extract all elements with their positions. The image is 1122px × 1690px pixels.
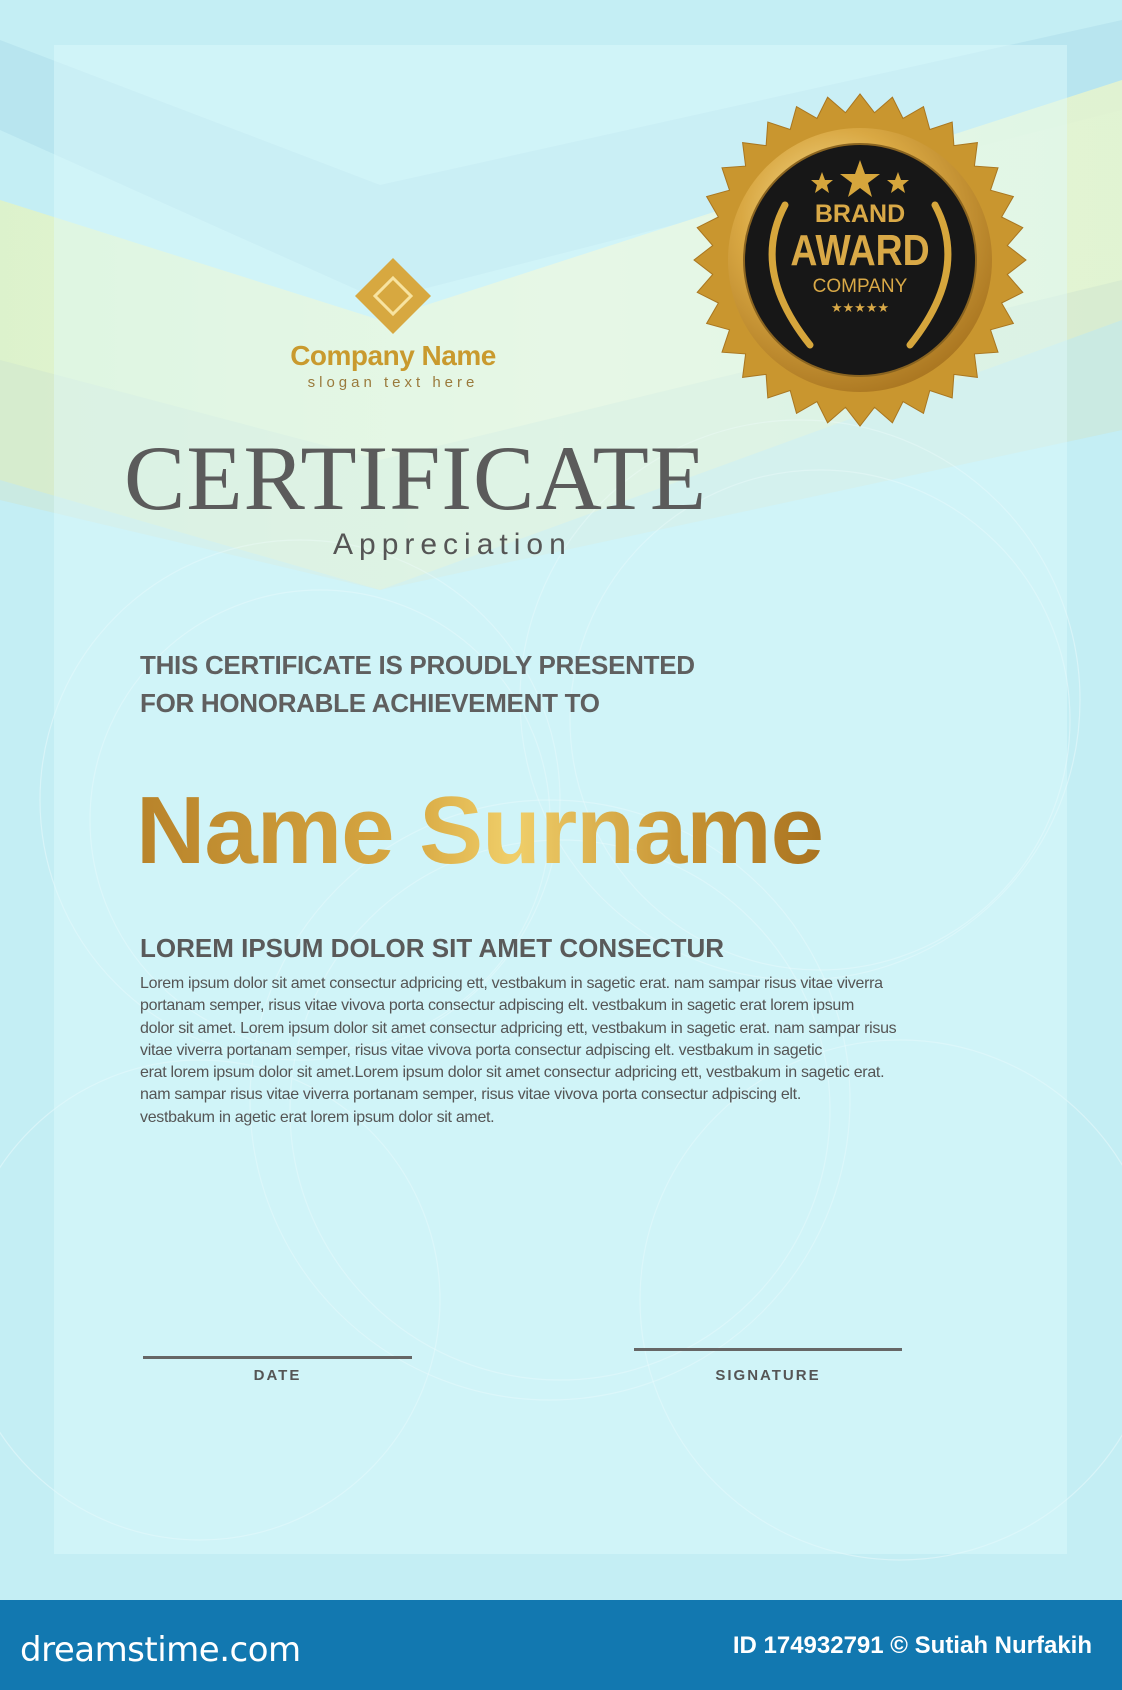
date-line bbox=[143, 1356, 412, 1359]
seal-brand: BRAND bbox=[814, 200, 906, 228]
company-slogan: slogan text here bbox=[307, 374, 479, 391]
seal-award: AWARD bbox=[790, 226, 930, 275]
dreamstime-logo[interactable]: dreamstime.com bbox=[20, 1630, 301, 1670]
body-line: vitae viverra portanam semper, risus vitae vivova porta consectur adpiscing elt. vestbakum in sagetic bbox=[140, 1041, 823, 1059]
seal-stars: ★★★★★ bbox=[830, 300, 890, 315]
recipient-name: Name Surname bbox=[136, 777, 823, 884]
body-line: nam sampar risus vitae viverra portanam semper, risus vitae vivova porta consectur adpiscing elt. bbox=[140, 1086, 801, 1104]
body-line: portanam semper, risus vitae vivova porta consectur adpiscing elt. vestbakum in sagetic erat lorem ipsum bbox=[140, 997, 855, 1015]
body-text bbox=[140, 973, 970, 1129]
body-line: Lorem ipsum dolor sit amet consectur adpricing ett, vestbakum in sagetic erat. nam sampar risus vitae viverra bbox=[140, 975, 883, 992]
footer-bar bbox=[0, 1600, 1122, 1690]
company-name: Company Name bbox=[290, 340, 496, 371]
seal-company: COMPANY bbox=[812, 276, 908, 297]
body-line: erat lorem ipsum dolor sit amet.Lorem ipsum dolor sit amet consectur adpricing ett, vestbakum in sagetic erat. bbox=[140, 1064, 885, 1082]
presented-line-2: FOR HONORABLE ACHIEVEMENT TO bbox=[140, 688, 600, 718]
body-line: dolor sit amet. Lorem ipsum dolor sit amet consectur adpricing ett, vestbakum in sagetic erat. nam sampar risus bbox=[140, 1019, 897, 1037]
date-label: DATE bbox=[253, 1367, 302, 1384]
company-logo-icon bbox=[353, 256, 433, 336]
body-line: vestbakum in agetic erat lorem ipsum dolor sit amet. bbox=[140, 1108, 495, 1126]
certificate-subtitle: Appreciation bbox=[333, 528, 572, 561]
body-heading: LOREM IPSUM DOLOR SIT AMET CONSECTUR bbox=[140, 933, 725, 963]
signature-label: SIGNATURE bbox=[715, 1367, 821, 1384]
image-credit: ID 174932791 © Sutiah Nurfakih bbox=[732, 1632, 1092, 1659]
presented-line-1: THIS CERTIFICATE IS PROUDLY PRESENTED bbox=[140, 650, 695, 680]
certificate-title: CERTIFICATE bbox=[124, 427, 708, 529]
signature-line bbox=[634, 1348, 902, 1351]
award-seal bbox=[693, 93, 1027, 427]
